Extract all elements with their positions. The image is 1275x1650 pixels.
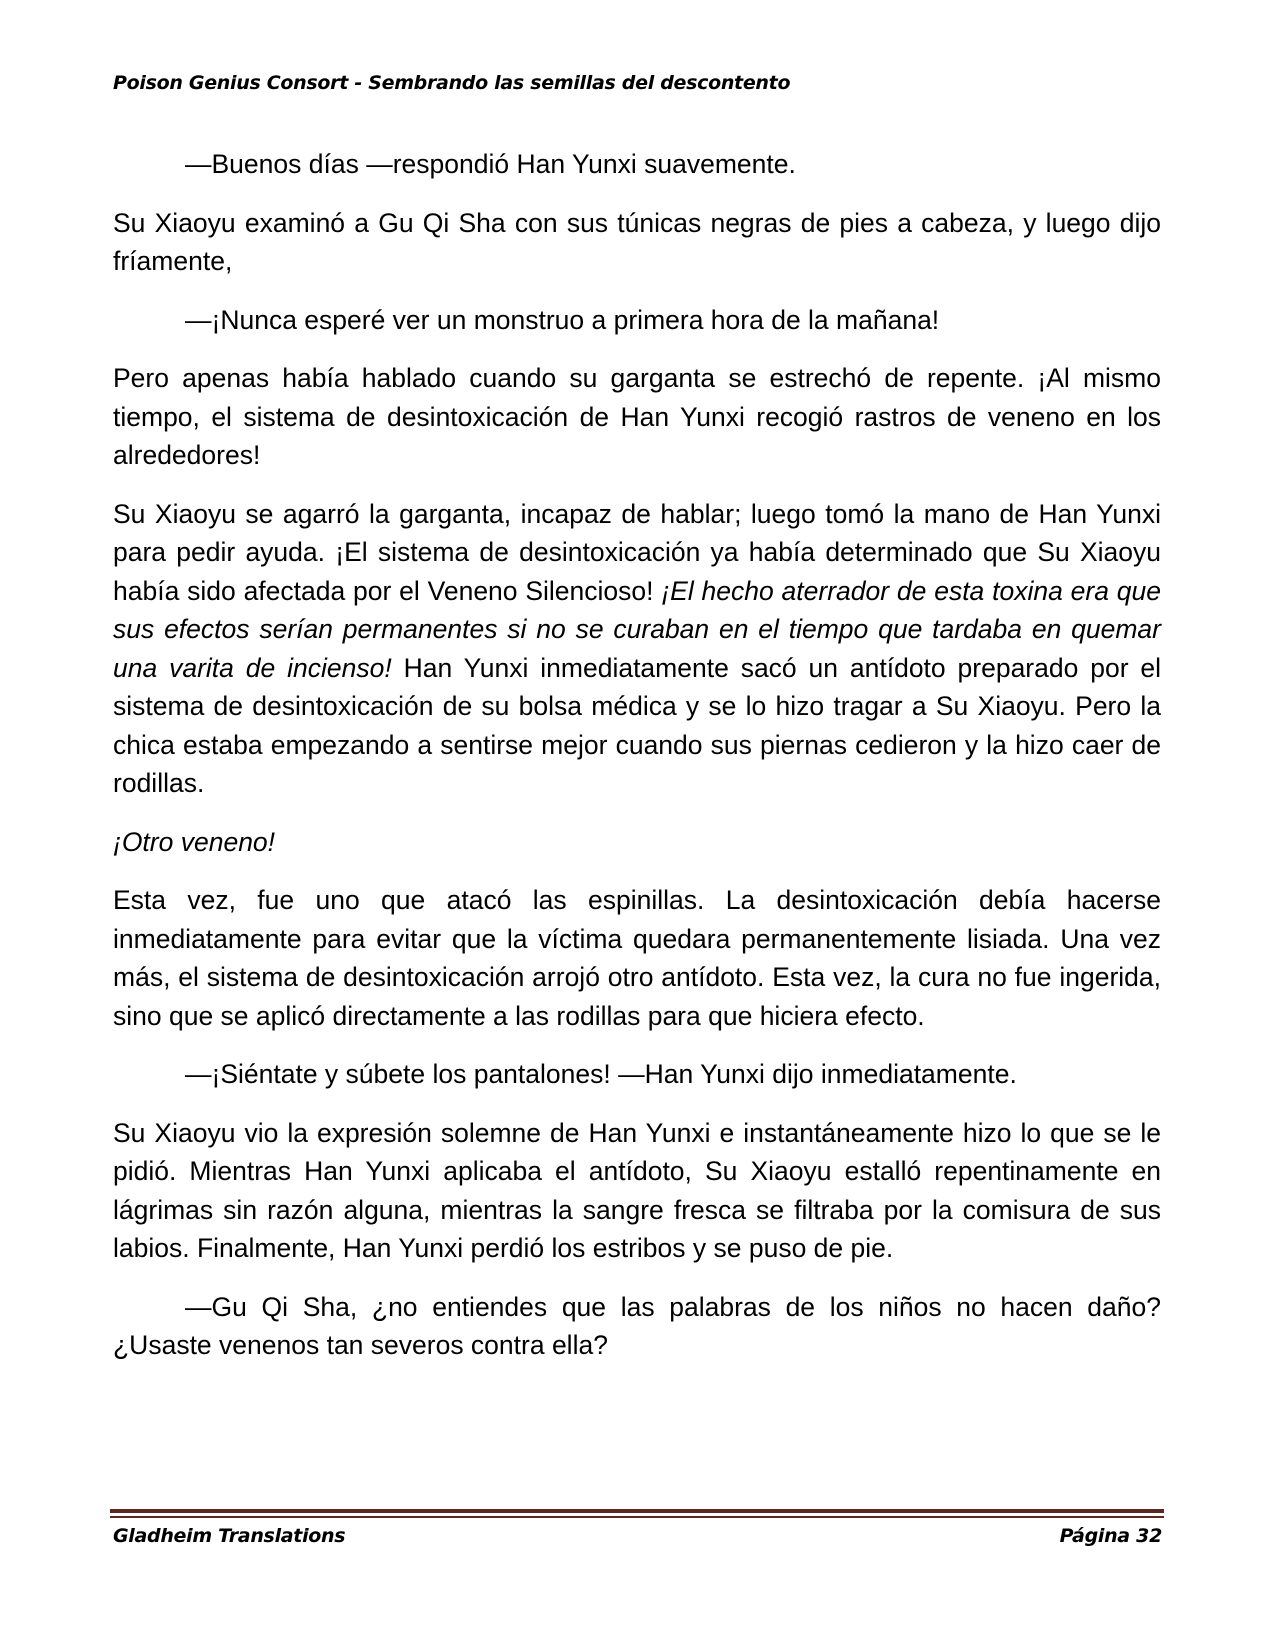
paragraph: Su Xiaoyu vio la expresión solemne de Han Yunxi e instantáneamente hizo lo que se le pidió. Mientras Han Yunxi aplicaba el antídoto, Su Xiaoyu estalló repentinamente en lágrimas sin razón alguna, mientras la sangre fresca se filtraba por la comisura de sus labios. Finalmente, Han Yunxi perdió los estribos y se puso de pie. — [113, 1117, 1161, 1263]
paragraph-dialogue: —Gu Qi Sha, ¿no entiendes que las palabras de los niños no hacen daño? ¿Usaste venenos tan severos contra ella? — [113, 1291, 1161, 1360]
paragraph: Esta vez, fue uno que atacó las espinillas. La desintoxicación debía hacerse inmediatamente para evitar que la víctima quedara permanentemente lisiada. Una vez más, el sistema de desintoxicación arrojó otro antídoto. Esta vez, la cura no fue ingerida, sino que se aplicó directamente a las rodillas para que hiciera efecto. — [113, 885, 1161, 1031]
footer-page-number: Página 32 — [1059, 1525, 1162, 1547]
paragraph-mixed — [113, 495, 1161, 803]
footer-rule-thick — [110, 1509, 1164, 1513]
paragraph-text: Su Xiaoyu se agarró la garganta, incapaz de hablar; luego tomó la mano de Han Yunxi para pedir ayuda. ¡El sistema de desintoxicación ya había determinado que Su Xiaoyu había sido afectada por el Veneno Silencioso! — [113, 498, 1161, 606]
page-body — [113, 145, 1161, 1385]
paragraph-italic: ¡Otro veneno! — [113, 826, 276, 857]
paragraph: Pero apenas había hablado cuando su garganta se estrechó de repente. ¡Al mismo tiempo, el sistema de desintoxicación de Han Yunxi recogió rastros de veneno en los alrededores! — [113, 363, 1161, 470]
paragraph-dialogue: —¡Nunca esperé ver un monstruo a primera hora de la mañana! — [185, 304, 940, 335]
paragraph-italic-text: ¡El hecho aterrador de esta toxina era que sus efectos serían permanentes si no se curaban en el tiempo que tardaba en quemar una varita de incienso! — [113, 575, 1161, 683]
footer-rule-thin — [110, 1516, 1164, 1518]
paragraph: Su Xiaoyu examinó a Gu Qi Sha con sus túnicas negras de pies a cabeza, y luego dijo fríamente, — [113, 207, 1161, 276]
paragraph-dialogue: —Buenos días —respondió Han Yunxi suavemente. — [185, 149, 796, 179]
page-header-title: Poison Genius Consort - Sembrando las semillas del descontento — [113, 72, 791, 94]
paragraph-dialogue: —¡Siéntate y súbete los pantalones! —Han Yunxi dijo inmediatamente. — [185, 1059, 1017, 1089]
paragraph-text: Han Yunxi inmediatamente sacó un antídoto preparado por el sistema de desintoxicación de su bolsa médica y se lo hizo tragar a Su Xiaoyu. Pero la chica estaba empezando a sentirse mejor cuando sus piernas cedieron y la hizo caer de rodillas. — [113, 652, 1162, 798]
footer-translator: Gladheim Translations — [113, 1525, 346, 1547]
